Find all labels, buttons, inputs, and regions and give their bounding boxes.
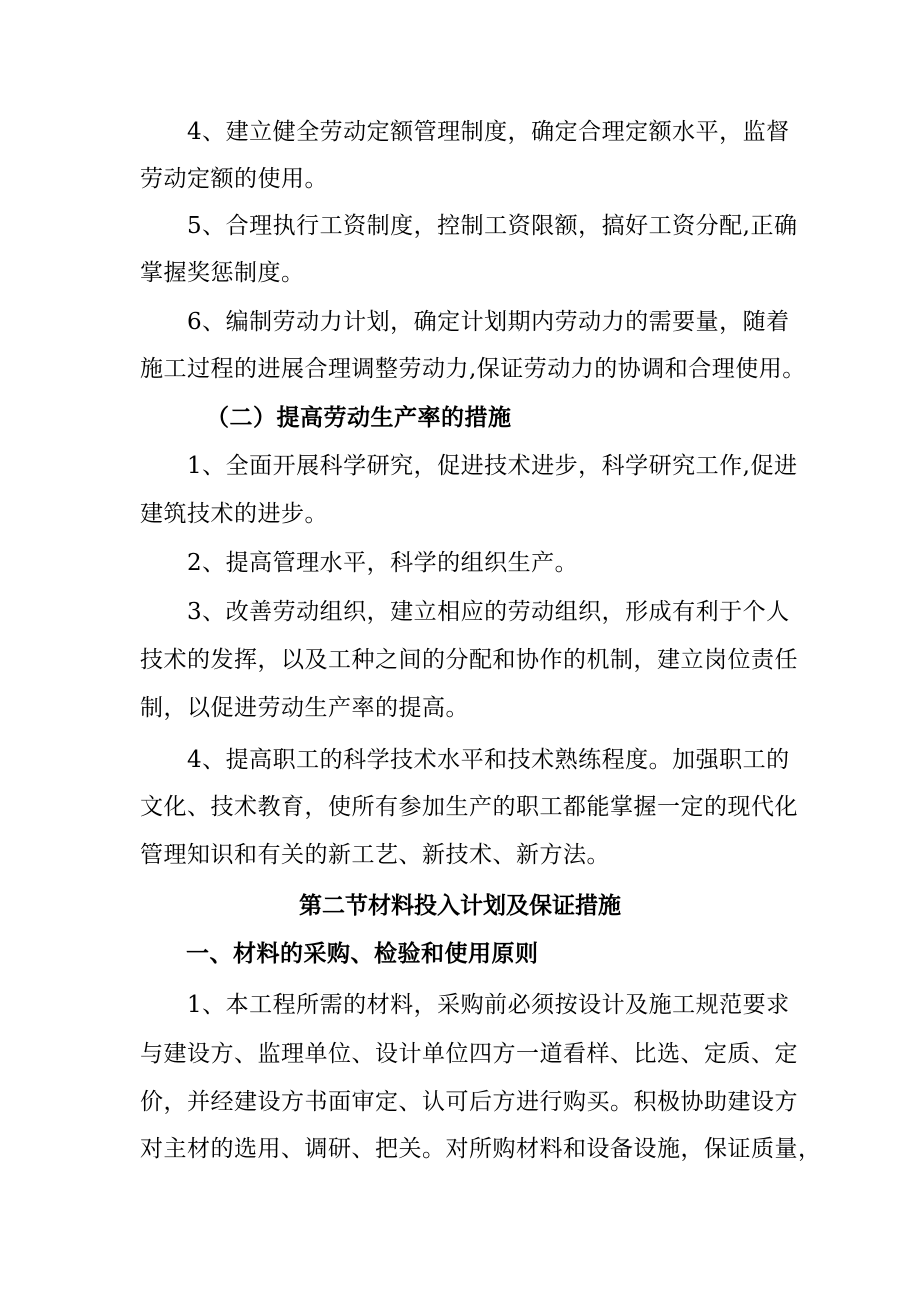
heading-productivity-measures: （二）提高劳动生产率的措施 (206, 404, 512, 431)
paragraph-4-line-2: 劳动定额的使用。 (140, 166, 328, 192)
principle-1-line-1: 1、本工程所需的材料，采购前必须按设计及施工规范要求 (187, 992, 790, 1018)
principle-1-line-2: 与建设方、监理单位、设计单位四方一道看样、比选、定质、定 (140, 1041, 798, 1067)
subsection-heading: 一、材料的采购、检验和使用原则 (186, 940, 539, 967)
paragraph-6-line-1: 6、编制劳动力计划，确定计划期内劳动力的需要量，随着 (187, 309, 790, 335)
paragraph-4-line-1: 4、建立健全劳动定额管理制度，确定合理定额水平，监督 (187, 119, 790, 145)
measure-2-line-1: 2、提高管理水平，科学的组织生产。 (187, 550, 579, 576)
principle-1-line-4: 对主材的选用、调研、把关。对所购材料和设备设施，保证质量， (140, 1136, 822, 1162)
measure-3-line-1: 3、改善劳动组织，建立相应的劳动组织，形成有利于个人 (187, 599, 790, 625)
measure-1-line-2: 建筑技术的进步。 (140, 501, 328, 527)
measure-3-line-2: 技术的发挥，以及工种之间的分配和协作的机制，建立岗位责任 (140, 647, 798, 673)
paragraph-5-line-2: 掌握奖惩制度。 (140, 260, 305, 286)
paragraph-5-line-1: 5、合理执行工资制度，控制工资限额，搞好工资分配,正确 (187, 213, 798, 239)
section-title: 第二节材料投入计划及保证措施 (299, 892, 621, 919)
measure-4-line-2: 文化、技术教育，使所有参加生产的职工都能掌握一定的现代化 (140, 794, 798, 820)
principle-1-line-3: 价，并经建设方书面审定、认可后方进行购买。积极协助建设方 (140, 1089, 798, 1115)
paragraph-6-line-2: 施工过程的进展合理调整劳动力,保证劳动力的协调和合理使用。 (140, 356, 806, 382)
measure-4-line-3: 管理知识和有关的新工艺、新技术、新方法。 (140, 842, 610, 868)
measure-3-line-3: 制，以促进劳动生产率的提高。 (140, 695, 469, 721)
measure-4-line-1: 4、提高职工的科学技术水平和技术熟练程度。加强职工的 (187, 747, 790, 773)
measure-1-line-1: 1、全面开展科学研究，促进技术进步，科学研究工作,促进 (187, 453, 798, 479)
